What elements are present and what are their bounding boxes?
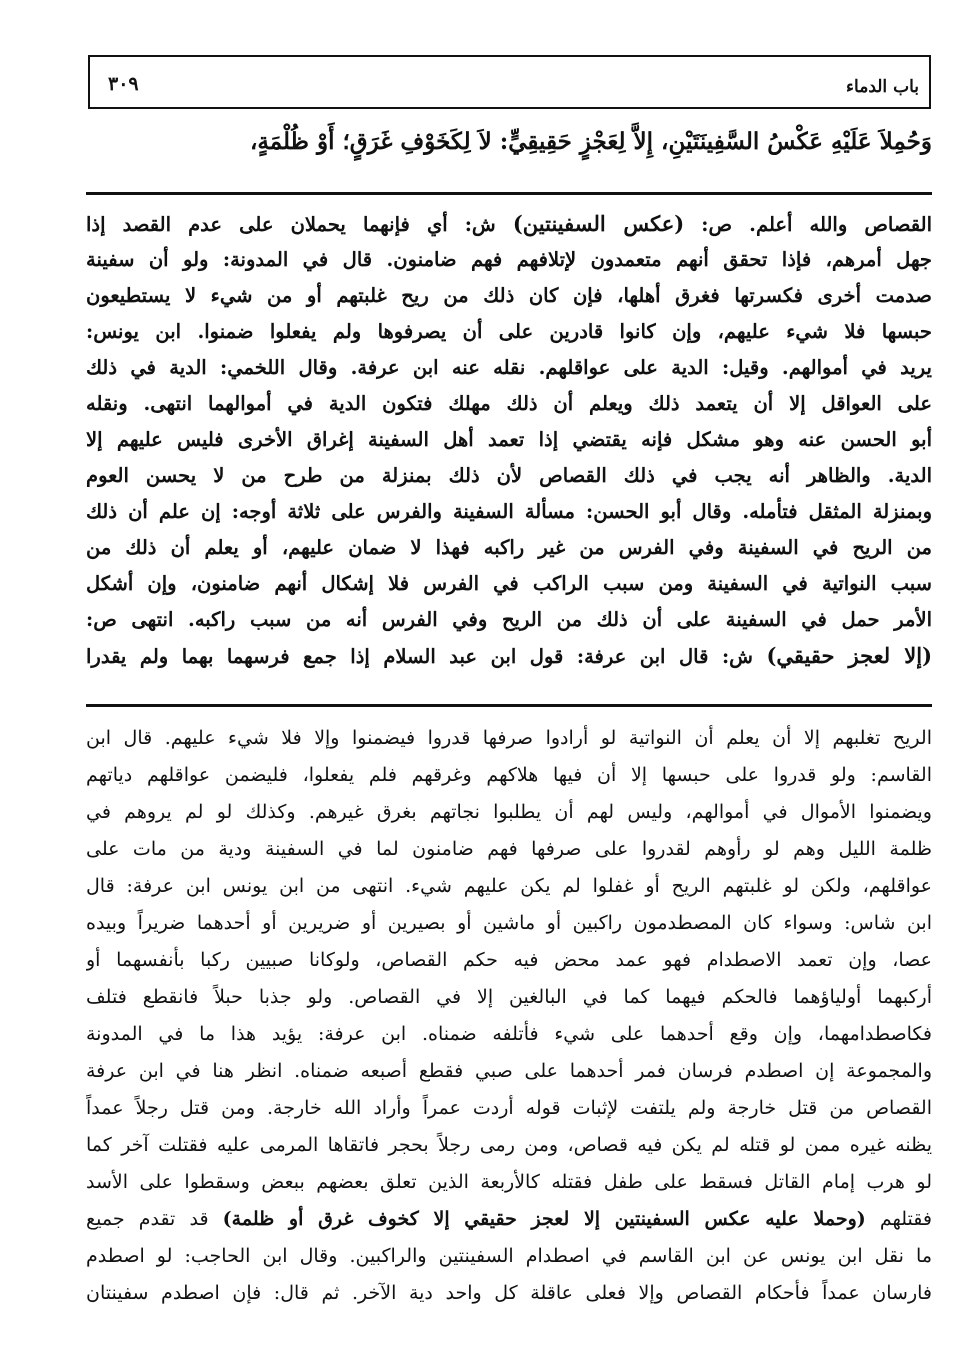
text-line [86,242,932,278]
line-text: ش: أي فإنهما يحملان على عدم القصد إذا [86,213,513,236]
text-line [86,1016,932,1053]
text-line [86,386,932,422]
quoted-matn: (عكس السفينتين) [512,211,685,236]
line-text: القصاص من قتل خارجة ولم يلتفت لإثبات قوله أردت عمراً وأراد الله خارجة. ومن قتل رجلاً عمداً [86,1097,932,1119]
line-text: أركبهما أولياؤهما فالحكم فيهما كما في البالغين إلا في القصاص. ولو جذبا حبلاً فانقطع فتلف [86,986,932,1008]
line-text: أبو الحسن عنه وهو مشكل فإنه يقتضي إذا تعمد أهل السفينة إغراق الأخرى فليس عليهم إلا [86,428,932,451]
line-text: يظنه غيره ممن لو قتله لم يكن فيه قصاص، ومن رمى رجلاً بحجر فاتقاها المرمى عليه فقتلت آخر كما [86,1134,932,1156]
commentary-block [86,206,932,674]
line-text: فقتلهم [865,1208,932,1230]
text-line [86,905,932,942]
line-text: الأمر حمل في السفينة على أن ذلك من الريح وفي الفرس أنه من سبب راكبه. انتهى ص: [86,608,932,631]
line-text: القصاص والله أعلم. ص: [684,213,932,236]
line-text: ظلمة الليل وهم لو رأوهم لقدروا على صرفها فهم ضامنون لما في السفينة ودية من مات على [86,838,932,860]
text-line [86,566,932,602]
text-line [86,458,932,494]
line-text: فارسان عمداً فأحكام القصاص وإلا فعلى عاقلة كل واحد دية الآخر. ثم قال: فإن اصطدم سفينتان [86,1282,932,1304]
line-text: عصا، وإن تعمد الاصطدام فهو عمد محض فيه حكم القصاص، ولوكانا صبيين ركبا بأنفسهما أو [86,949,932,971]
text-line [86,350,932,386]
line-text: الريح تغلبهم إلا أن يعلم أن النواتية لو أرادوا صرفها قدروا فيضمنوا وإلا فلا شيء عليهم. قال ابن [86,727,932,749]
text-line [86,422,932,458]
text-line [86,314,932,350]
text-line [86,1090,932,1127]
line-text: الدية. والظاهر أنه يجب في ذلك القصاص لأن ذلك بمنزلة من طرح من لا يحسن العوم [86,464,932,487]
text-line [86,1201,932,1238]
running-header [88,55,931,109]
quoted-matn: (وحملا عليه عكس السفينتين إلا لعجز حقيقي إلا كخوف غرق أو ظلمة) [222,1208,866,1230]
line-text: ابن شاس: وسواء كان المصطدمون راكبين أو ماشين أو بصيرين أو ضريرين أو أحدهما ضريراً وبيده [86,912,932,934]
text-line [86,1238,932,1275]
line-text: على العواقل إلا أن يتعمد ذلك ويعلم أن ذلك مهلك فتكون الدية في أموالهما انتهى. ونقله [86,392,932,415]
line-text: القاسم: ولو قدروا على حبسها إلا أن فيها هلاكهم وغرقهم فلم يفعلوا، فليضمن عواقلهم دياتهم [86,764,932,786]
text-line [86,278,932,314]
matn-text: وَحُمِلاَ عَلَيْهِ عَكْسُ السَّفِينَتَيْنِ، إِلاَّ لِعَجْزٍ حَقِيقِيٍّ: لاَ لِكَخَوْفِ غَرَقٍ؛ أَوْ ظُلْمَةٍ، [249,128,932,155]
chapter-title: باب الدماء [846,77,919,97]
text-line [86,494,932,530]
text-line [86,602,932,638]
page-number: ٣٠٩ [108,73,139,95]
line-text: جهل أمرهم، فإذا تحقق أنهم متعمدون لإتلافهم فهم ضامنون. قال في المدونة: ولو أن سفينة [86,248,932,271]
text-line [86,1053,932,1090]
line-text: ش: قال ابن عرفة: قول ابن عبد السلام إذا جمع فرسهما بهما ولم يقدرا [86,645,767,668]
continuation-block [86,720,932,1312]
line-text: صدمت أخرى فكسرتها فغرق أهلها، فإن كان ذلك من ريح غلبتهم أو من شيء لا يستطيعون [86,284,932,307]
line-text: والمجموعة إن اصطدم فرسان فمر أحدهما على صبي فقطع أصبعه ضمناه. انظر هنا في ابن عرفة [86,1060,932,1082]
line-text: حبسها فلا شيء عليهم، وإن كانوا قادرين على أن يصرفوها ولم يفعلوا ضمنوا. ابن يونس: [86,320,932,343]
line-text: يريد في أموالهم. وقيل: الدية على عواقلهم. نقله عنه ابن عرفة. وقال اللخمي: الدية في ذلك [86,356,932,379]
line-text: ويضمنوا الأموال في أموالهم، وليس لهم أن يطلبوا نجاتهم بغرق غيرهم. وكذلك لو لم يروهم في [86,801,932,823]
line-text: قد تقدم جميع [86,1208,223,1230]
text-line [86,979,932,1016]
text-line [86,794,932,831]
line-text: وبمنزلة المثقل فتأمله. وقال أبو الحسن: مسألة السفينة والفرس على ثلاثة أوجه: إن علم أن ذلك [86,500,932,523]
line-text: ما نقل ابن يونس عن ابن القاسم في اصطدام السفينتين والراكبين. وقال ابن الحاجب: لو اصطدم [86,1245,932,1267]
text-line [86,1164,932,1201]
divider [86,704,932,707]
text-line [86,757,932,794]
text-line [86,638,932,674]
text-line [86,868,932,905]
quoted-matn: (إلا لعجز حقيقي) [766,643,932,668]
divider [86,192,932,195]
line-text: عواقلهم، ولكن لو غلبتهم الريح أو غفلوا لم يكن عليهم شيء. انتهى من ابن يونس ابن عرفة: قال [86,875,932,897]
line-text: لو هرب إمام القاتل فسقط على طفل فقتله كالأربعة الذين تعلق بعضهم ببعض وسقطوا على الأسد [86,1171,932,1193]
line-text: من الريح في السفينة وفي الفرس من غير راكبه فهذا لا ضمان عليهم، أو يعلم أن ذلك من [86,536,932,559]
text-line [86,831,932,868]
line-text: فكاصطدامهما، وإن وقع أحدهما على شيء فأتلفه ضمناه. ابن عرفة: يؤيد هذا ما في المدونة [86,1023,932,1045]
text-line [86,1127,932,1164]
text-line [86,1275,932,1312]
text-line [86,206,932,242]
line-text: سبب النواتية في السفينة ومن سبب الراكب في الفرس فلا إشكال أنهم ضامنون، وإن أشكل [86,572,932,595]
text-line [86,942,932,979]
text-line [86,720,932,757]
text-line [86,530,932,566]
